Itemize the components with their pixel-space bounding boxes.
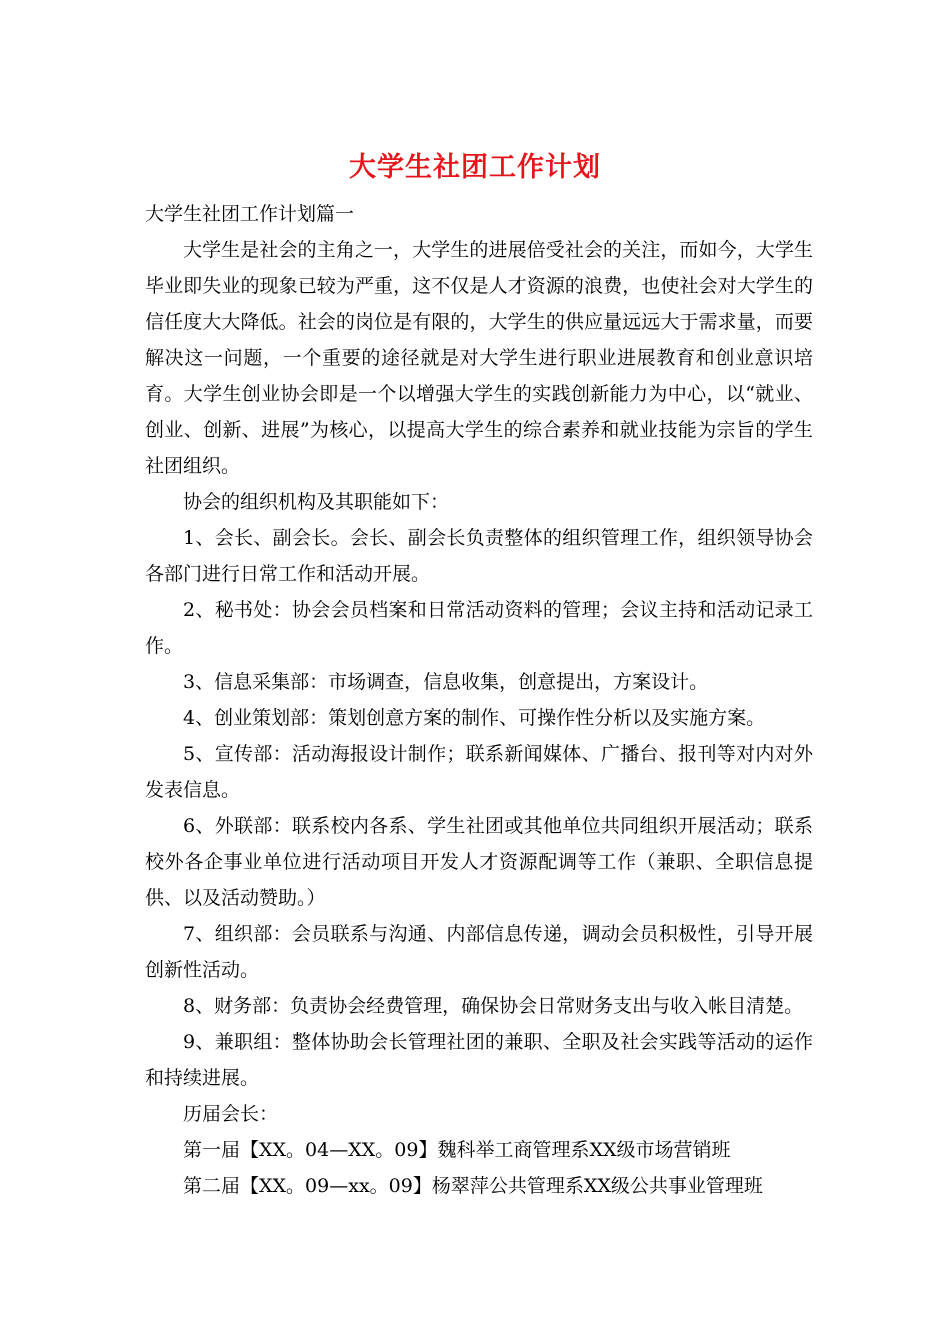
document-body: [145, 196, 813, 1204]
list-item-publicity-dept: 5、宣传部：活动海报设计制作；联系新闻媒体、广播台、报刊等对内对外发表信息。: [145, 743, 813, 801]
list-item-secretariat: 2、秘书处：协会会员档案和日常活动资料的管理；会议主持和活动记录工作。: [145, 599, 813, 657]
document-title: 大学生社团工作计划: [349, 152, 601, 183]
past-president-2: 第二届【XX。09—xx。09】杨翠萍公共管理系XX级公共事业管理班: [183, 1175, 763, 1197]
list-item-info-dept: 3、信息采集部：市场调查，信息收集，创意提出，方案设计。: [183, 671, 709, 693]
list-item-organization-dept: 7、组织部：会员联系与沟通、内部信息传递，调动会员积极性，引导开展创新性活动。: [145, 923, 813, 981]
intro-paragraph: 大学生是社会的主角之一，大学生的进展倍受社会的关注，而如今，大学生毕业即失业的现象已较为严重，这不仅是人才资源的浪费，也使社会对大学生的信任度大大降低。社会的岗位是有限的，大学生的供应量远远大于需求量，而要解决这一问题，一个重要的途径就是对大学生进行职业进展教育和创业意识培育。大学生创业协会即是一个以增强大学生的实践创新能力为中心，以“就业、创业、创新、进展”为核心，以提高大学生的综合素养和就业技能为宗旨的学生社团组织。: [145, 239, 813, 477]
list-item-external-dept: 6、外联部：联系校内各系、学生社团或其他单位共同组织开展活动；联系校外各企事业单位进行活动项目开发人才资源配调等工作（兼职、全职信息提供、以及活动赞助。）: [145, 815, 813, 909]
list-item-parttime-group: 9、兼职组：整体协助会长管理社团的兼职、全职及社会实践等活动的运作和持续进展。: [145, 1031, 813, 1089]
list-item-president: 1、会长、副会长。会长、副会长负责整体的组织管理工作，组织领导协会各部门进行日常工作和活动开展。: [145, 527, 813, 585]
list-item-planning-dept: 4、创业策划部：策划创意方案的制作、可操作性分析以及实施方案。: [183, 707, 766, 729]
list-item-finance-dept: 8、财务部：负责协会经费管理，确保协会日常财务支出与收入帐目清楚。: [183, 995, 804, 1017]
section-heading: 大学生社团工作计划篇一: [145, 203, 355, 225]
past-presidents-heading: 历届会长：: [183, 1103, 279, 1125]
structure-intro: 协会的组织机构及其职能如下：: [183, 491, 450, 513]
past-president-1: 第一届【XX。04—XX。09】魏科举工商管理系XX级市场营销班: [183, 1139, 731, 1161]
